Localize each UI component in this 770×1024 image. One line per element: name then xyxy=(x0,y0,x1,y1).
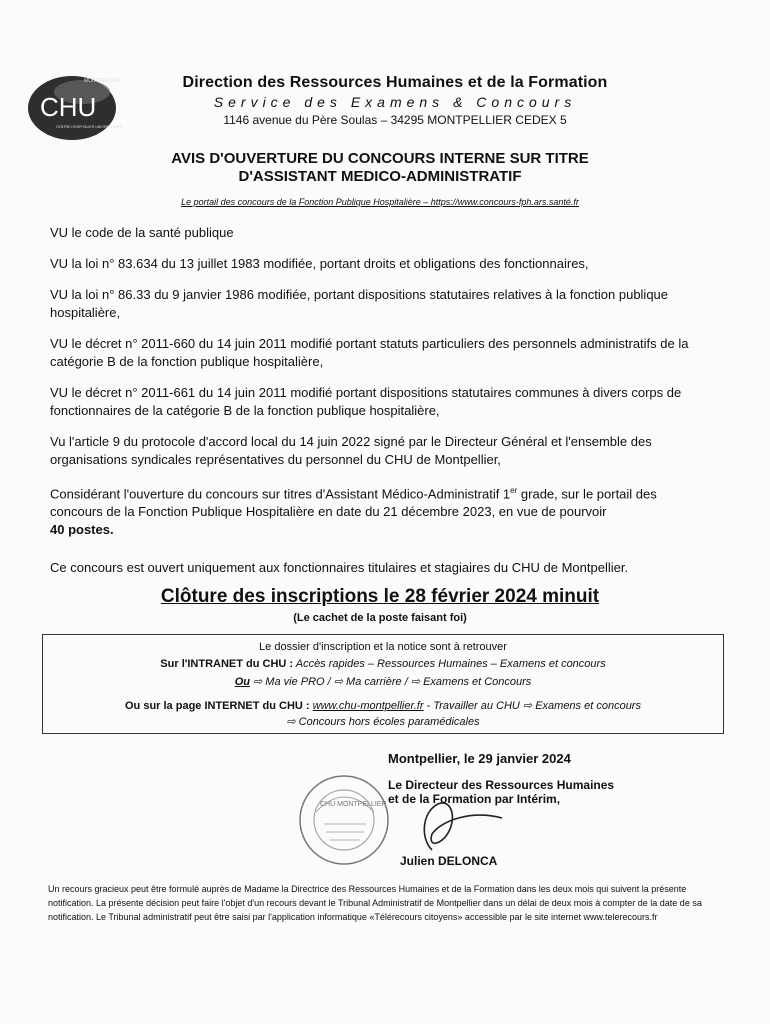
logo-text: CHU xyxy=(40,92,97,122)
legal-footnote: Un recours gracieux peut être formulé auprès de Madame la Directrice des Ressources Humaines et de la Formation dans les deux mois qui suivent la présente notification. La présente décision peut faire l'objet d'un recours devant le Tribunal Administratif de Montpellier dans un délai de deux mois à compter de la date de sa notification. Le Tribunal administratif peut être saisi par l'application informatique «Télérecours citoyens» accessible par le site internet www.telerecours.fr xyxy=(48,884,702,922)
organization-name: Direction des Ressources Humaines et de la Formation xyxy=(182,74,608,91)
paragraph-restriction: Ce concours est ouvert uniquement aux fonctionnaires titulaires et stagiaires du CHU de Montpellier. xyxy=(50,560,629,576)
box-internet-line xyxy=(43,699,723,712)
closing-note: (Le cachet de la poste faisant foi) xyxy=(293,612,467,624)
ou-label: Ou xyxy=(234,676,250,688)
box-path-line xyxy=(43,675,723,688)
box-intranet-line xyxy=(43,658,723,670)
considerant-sup: er xyxy=(510,486,518,495)
paragraph-vu-article-9: Vu l'article 9 du protocole d'accord local du 14 juin 2022 signé par le Directeur Général et l'ensemble des organisations syndicales représentatives du personnel du CHU de Montpellier, xyxy=(50,434,652,467)
document-body xyxy=(50,224,710,590)
letterhead xyxy=(150,74,640,127)
paragraph-vu-code: VU le code de la santé publique xyxy=(50,225,234,240)
logo-small-bottom: CENTRE HOSPITALIER UNIVERSITAIRE xyxy=(56,125,122,129)
paragraph-vu-loi-83: VU la loi n° 83.634 du 13 juillet 1983 modifiée, portant droits et obligations des fonctionnaires, xyxy=(50,256,589,271)
internet-url-link[interactable]: www.chu-montpellier.fr xyxy=(312,700,424,712)
paragraph-vu-loi-86: VU la loi n° 86.33 du 9 janvier 1986 modifiée, portant dispositions statutaires relatives à la fonction publique hospitalière, xyxy=(50,287,669,320)
address: 1146 avenue du Père Soulas – 34295 MONTPELLIER CEDEX 5 xyxy=(223,113,567,127)
paragraph-vu-decret-661: VU le décret n° 2011-661 du 14 juin 2011 modifié portant dispositions statutaires communes à divers corps de fonctionnaires de la catégorie B de la fonction publique hospitalière, xyxy=(50,385,682,418)
document-title xyxy=(100,150,660,186)
intranet-label: Sur l'INTRANET du CHU : xyxy=(160,658,294,670)
postes-count: 40 postes. xyxy=(50,522,114,538)
box-intro: Le dossier d'inscription et la notice sont à retrouver xyxy=(259,641,507,653)
signatory-role-1: Le Directeur des Ressources Humaines xyxy=(388,778,615,792)
internet-label: Ou sur la page INTERNET du CHU : xyxy=(125,700,310,712)
considerant-text-1: Considérant l'ouverture du concours sur titres d'Assistant Médico-Administratif 1 xyxy=(50,486,511,502)
closing-title: Clôture des inscriptions le 28 février 2024 minuit xyxy=(160,586,600,607)
signatory-name: Julien DELONCA xyxy=(400,854,498,868)
intranet-path-2: ⇨ Ma vie PRO / ⇨ Ma carrière / ⇨ Examens et Concours xyxy=(249,676,532,688)
internet-path: - Travailler au CHU ⇨ Examens et concours xyxy=(423,700,641,712)
stamp-text: CHU MONTPELLIER xyxy=(320,801,387,808)
official-stamp xyxy=(296,772,396,868)
paragraph-vu-decret-660: VU le décret n° 2011-660 du 14 juin 2011 modifié portant statuts particuliers des personnels administratifs de la catégorie B de la fonction publique hospitalière, xyxy=(50,336,689,369)
info-box xyxy=(42,634,724,734)
signature-date: Montpellier, le 29 janvier 2024 xyxy=(388,751,571,766)
title-line-1: AVIS D'OUVERTURE DU CONCOURS INTERNE SUR TITRE xyxy=(171,150,589,167)
handwritten-signature xyxy=(402,790,512,860)
service-name: Service des Examens & Concours xyxy=(213,94,577,110)
portal-link[interactable]: Le portail des concours de la Fonction Publique Hospitalière – https://www.concours-fph.ars.santé.fr xyxy=(181,197,579,207)
chu-logo xyxy=(26,72,124,142)
considerant-text-2: grade, sur le portail des concours de la Fonction Publique Hospitalière en date du 21 décembre 2023, en vue de pourvoir xyxy=(50,486,657,520)
signatory-role-2: et de la Formation par Intérim, xyxy=(388,792,561,806)
title-line-2: D'ASSISTANT MEDICO-ADMINISTRATIF xyxy=(238,168,522,185)
intranet-path: Accès rapides – Ressources Humaines – Examens et concours xyxy=(293,658,606,670)
internet-path-2: ⇨ Concours hors écoles paramédicales xyxy=(286,716,480,728)
logo-small-top: MONTPELLIER xyxy=(84,78,120,84)
paragraph-considerant xyxy=(50,482,710,539)
box-internet-line-2 xyxy=(43,715,723,728)
